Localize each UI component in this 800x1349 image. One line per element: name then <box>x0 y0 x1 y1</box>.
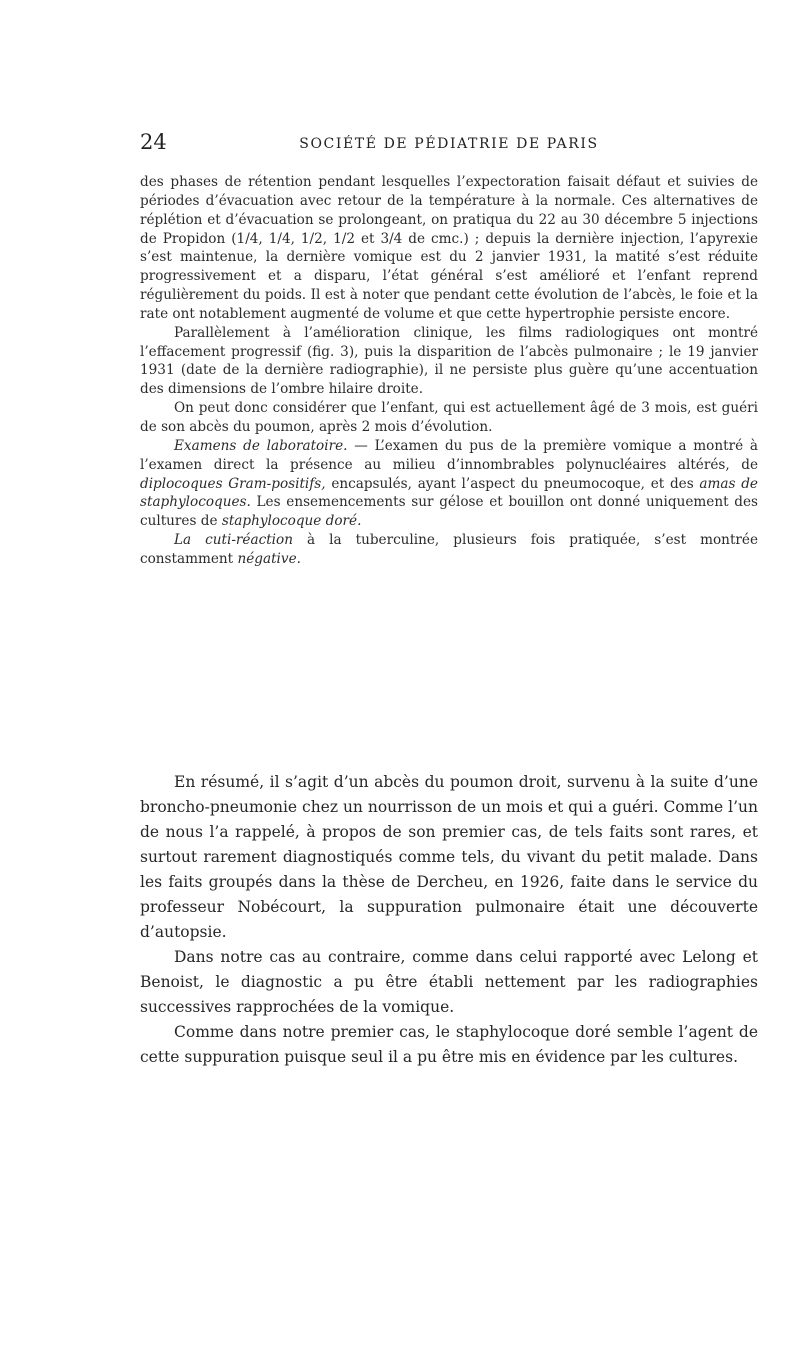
laboratory-italic-1: diplocoques Gram-positifs, <box>140 475 326 492</box>
summary-section <box>140 770 758 1070</box>
clinical-paragraph-3: On peut donc considérer que l’enfant, qui est actuellement âgé de 3 mois, est guéri de son abcès du poumon, après 2 mois d’évolution. <box>140 400 758 435</box>
cuti-reaction-text: à la tuberculine, plusieurs fois pratiquée, s’est montrée constamment <box>140 532 758 567</box>
laboratory-paragraph <box>140 437 758 531</box>
laboratory-text-c: Les ensemencements sur gélose et bouillon ont donné uniquement des cultures de <box>140 494 758 530</box>
cuti-reaction-paragraph <box>140 531 758 569</box>
page-header <box>140 130 758 160</box>
clinical-paragraph-2: Parallèlement à l’amélioration clinique, les films radiologiques ont montré l’effacement progressif (fig. 3), puis la disparition de l’abcès pulmonaire ; le 19 janvier 1931 (date de la dernière radiographie), il ne persiste plus guère qu’une accentuation des dimensions de l’ombre hilaire droite. <box>140 324 758 398</box>
summary-paragraph-1: En résumé, il s’agit d’un abcès du poumon droit, survenu à la suite d’une broncho-pneumonie chez un nourrisson de un mois et qui a guéri. Comme l’un de nous l’a rappelé, à propos de son premier cas, de tels faits sont rares, et surtout rarement diagnostiqués comme tels, du vivant du petit malade. Dans les faits groupés dans la thèse de Dercheu, en 1926, faite dans le service du professeur Nobécourt, la suppuration pulmonaire était une découverte d’autopsie. <box>140 773 758 941</box>
cuti-reaction-result: négative. <box>237 550 301 567</box>
summary-paragraph-2: Dans notre cas au contraire, comme dans celui rapporté avec Lelong et Benoist, le diagnostic a pu être établi nettement par les radiographies successives rapprochées de la vomique. <box>140 948 758 1016</box>
laboratory-label: Examens de laboratoire. <box>174 437 348 454</box>
laboratory-text-a: — L’examen du pus de la première vomique a montré à l’examen direct la présence au milieu d’innombrables polynucléaires altérés, de <box>140 437 758 473</box>
laboratory-italic-2: amas de staphylocoques. <box>140 475 758 511</box>
clinical-paragraph-1: des phases de rétention pendant lesquelles l’expectoration faisait défaut et suivies de périodes d’évacuation avec retour de la température à la normale. Ces alternatives de réplétion et d’évacuation se prolongeant, on pratiqua du 22 au 30 décembre 5 injections de Propidon (1/4, 1/4, 1/2, 1/2 et 3/4 de cmc.) ; depuis la dernière injection, l’apyrexie s’est maintenue, la dernière vomique est du 2 janvier 1931, la matité s’est réduite progressivement et a disparu, l’état général s’est amélioré et l’enfant reprend régulièrement du poids. Il est à noter que pendant cette évolution de l’abcès, le foie et la rate ont notablement augmenté de volume et que cette hypertrophie persiste encore. <box>140 174 758 322</box>
summary-paragraph-3: Comme dans notre premier cas, le staphylocoque doré semble l’agent de cette suppuration puisque seul il a pu être mis en évidence par les cultures. <box>140 1023 758 1066</box>
cuti-reaction-label: La cuti-réaction <box>174 532 293 549</box>
laboratory-italic-3: staphylocoque doré. <box>221 513 362 530</box>
clinical-section <box>140 173 758 569</box>
page-number: 24 <box>140 130 167 154</box>
laboratory-text-b: encapsulés, ayant l’aspect du pneumocoque, et des <box>325 475 700 492</box>
running-title: SOCIÉTÉ DE PÉDIATRIE DE PARIS <box>299 136 599 152</box>
